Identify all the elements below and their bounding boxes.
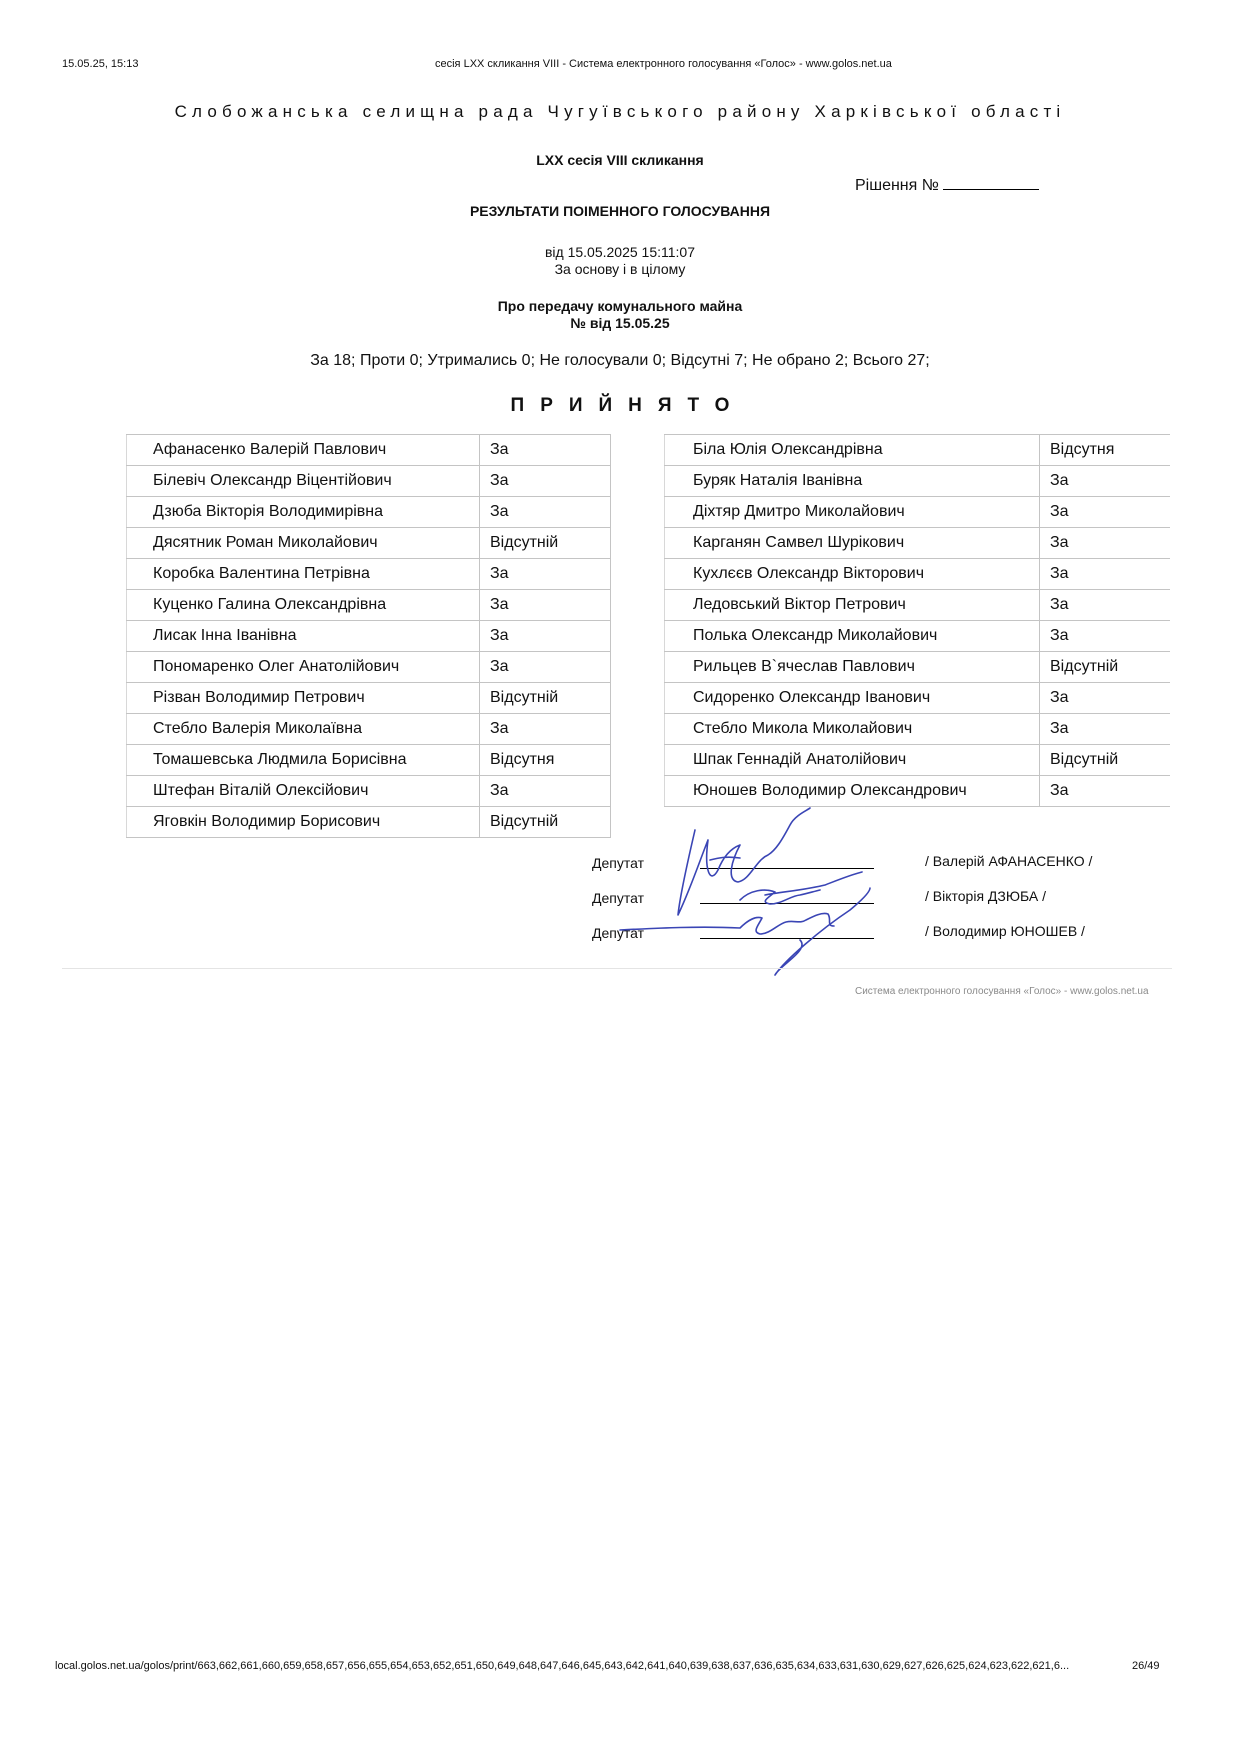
decision-blank-line — [943, 175, 1039, 190]
table-row — [665, 714, 1171, 745]
subject-title: Про передачу комунального майна — [497, 298, 743, 314]
results-title: РЕЗУЛЬТАТИ ПОІМЕННОГО ГОЛОСУВАННЯ — [469, 203, 771, 219]
table-row — [127, 807, 611, 838]
signer-role-3: Депутат — [592, 925, 644, 941]
deputy-name: Різван Володимир Петрович — [127, 683, 480, 714]
table-row — [665, 466, 1171, 497]
deputy-name: Полька Олександр Миколайович — [665, 621, 1040, 652]
deputy-name: Біла Юлія Олександрівна — [665, 435, 1040, 466]
deputy-vote: Відсутній — [480, 683, 611, 714]
deputy-vote: За — [1040, 776, 1171, 807]
vote-date: від 15.05.2025 15:11:07 — [544, 244, 696, 260]
deputy-name: Афанасенко Валерій Павлович — [127, 435, 480, 466]
deputy-name: Сидоренко Олександр Іванович — [665, 683, 1040, 714]
deputy-vote: За — [480, 714, 611, 745]
subject-block — [400, 298, 840, 332]
print-url: local.golos.net.ua/golos/print/663,662,661,660,659,658,657,656,655,654,653,652,651,650,649,648,647,646,645,643,642,641,640,639,638,637,636,635,634,633,631,630,629,627,626,625,624,623,622,621,6... — [55, 1660, 1070, 1672]
signature-yunoshev — [620, 888, 870, 975]
session-title: LXX сесія VIII скликання — [536, 152, 704, 168]
table-row — [665, 621, 1171, 652]
table-row — [127, 466, 611, 497]
table-row — [665, 559, 1171, 590]
deputy-vote: За — [480, 621, 611, 652]
deputy-vote: Відсутня — [480, 745, 611, 776]
deputy-name: Дясятник Роман Миколайович — [127, 528, 480, 559]
deputy-vote: За — [480, 466, 611, 497]
deputy-vote: За — [480, 435, 611, 466]
page-number: 26/49 — [1132, 1660, 1160, 1672]
table-row — [127, 590, 611, 621]
table-row — [127, 435, 611, 466]
table-row — [665, 435, 1171, 466]
signer-name-3: / Володимир ЮНОШЕВ / — [925, 923, 1085, 939]
deputy-vote: За — [480, 590, 611, 621]
table-row — [665, 590, 1171, 621]
footer-divider — [62, 968, 1172, 969]
decision-label: Рішення № — [855, 177, 939, 194]
deputy-vote: За — [1040, 590, 1171, 621]
votes-table-right — [664, 434, 1170, 807]
deputy-name: Кухлєєв Олександр Вікторович — [665, 559, 1040, 590]
deputy-vote: За — [1040, 621, 1171, 652]
deputy-name: Ледовський Віктор Петрович — [665, 590, 1040, 621]
table-row — [127, 497, 611, 528]
table-row — [665, 652, 1171, 683]
subject-number: № від 15.05.25 — [570, 315, 670, 331]
deputy-vote: Відсутня — [1040, 435, 1171, 466]
table-row — [127, 528, 611, 559]
deputy-name: Коробка Валентина Петрівна — [127, 559, 480, 590]
vote-summary: За 18; Проти 0; Утримались 0; Не голосували 0; Відсутні 7; Не обрано 2; Всього 27; — [310, 352, 930, 369]
deputy-name: Буряк Наталія Іванівна — [665, 466, 1040, 497]
deputy-vote: Відсутній — [1040, 745, 1171, 776]
deputy-name: Яговкін Володимир Борисович — [127, 807, 480, 838]
deputy-vote: За — [480, 559, 611, 590]
signer-name-2: / Вікторія ДЗЮБА / — [925, 888, 1046, 904]
footer-system-note: Система електронного голосування «Голос» - www.golos.net.ua — [855, 986, 1149, 997]
signer-name-1: / Валерій АФАНАСЕНКО / — [925, 853, 1093, 869]
print-datetime: 15.05.25, 15:13 — [62, 58, 139, 70]
deputy-name: Шпак Геннадій Анатолійович — [665, 745, 1040, 776]
deputy-name: Дзюба Вікторія Володимирівна — [127, 497, 480, 528]
deputy-vote: За — [1040, 683, 1171, 714]
table-row — [127, 559, 611, 590]
vote-meta — [420, 244, 820, 278]
deputy-name: Стебло Валерія Миколаївна — [127, 714, 480, 745]
deputy-name: Стебло Микола Миколайович — [665, 714, 1040, 745]
deputy-vote: За — [480, 497, 611, 528]
signer-role-1: Депутат — [592, 855, 644, 871]
deputy-vote: За — [1040, 528, 1171, 559]
deputy-name: Карганян Самвел Шурікович — [665, 528, 1040, 559]
deputy-name: Білевіч Олександр Віцентійович — [127, 466, 480, 497]
votes-table-left — [126, 434, 611, 838]
deputy-vote: За — [480, 776, 611, 807]
table-row — [127, 621, 611, 652]
deputy-vote: За — [1040, 559, 1171, 590]
deputy-vote: Відсутній — [480, 528, 611, 559]
handwritten-signatures — [600, 800, 920, 980]
deputy-vote: За — [1040, 714, 1171, 745]
table-row — [127, 745, 611, 776]
table-row — [127, 652, 611, 683]
signature-afanasenko — [678, 808, 810, 915]
table-row — [665, 745, 1171, 776]
deputy-name: Діхтяр Дмитро Миколайович — [665, 497, 1040, 528]
table-row — [127, 776, 611, 807]
deputy-name: Юношев Володимир Олександрович — [665, 776, 1040, 807]
outcome-label: ПРИЙНЯТО — [510, 395, 746, 416]
table-row — [665, 497, 1171, 528]
deputy-vote: За — [1040, 466, 1171, 497]
vote-type: За основу і в цілому — [554, 261, 686, 277]
print-header-title: сесія LXX скликання VIII - Система електронного голосування «Голос» - www.golos.net.ua — [435, 58, 892, 70]
deputy-vote: За — [1040, 497, 1171, 528]
deputy-name: Рильцев В`ячеслав Павлович — [665, 652, 1040, 683]
table-row — [665, 528, 1171, 559]
signer-role-2: Депутат — [592, 890, 644, 906]
deputy-vote: Відсутній — [480, 807, 611, 838]
deputy-name: Лисак Інна Іванівна — [127, 621, 480, 652]
table-row — [665, 683, 1171, 714]
council-name: Слобожанська селищна рада Чугуївського району Харківської області — [174, 102, 1066, 121]
deputy-name: Пономаренко Олег Анатолійович — [127, 652, 480, 683]
signature-dzyuba — [740, 872, 862, 904]
table-row — [127, 683, 611, 714]
table-row — [127, 714, 611, 745]
deputy-name: Томашевська Людмила Борисівна — [127, 745, 480, 776]
deputy-name: Куценко Галина Олександрівна — [127, 590, 480, 621]
deputy-name: Штефан Віталій Олексійович — [127, 776, 480, 807]
deputy-vote: За — [480, 652, 611, 683]
deputy-vote: Відсутній — [1040, 652, 1171, 683]
decision-number — [855, 175, 1039, 195]
